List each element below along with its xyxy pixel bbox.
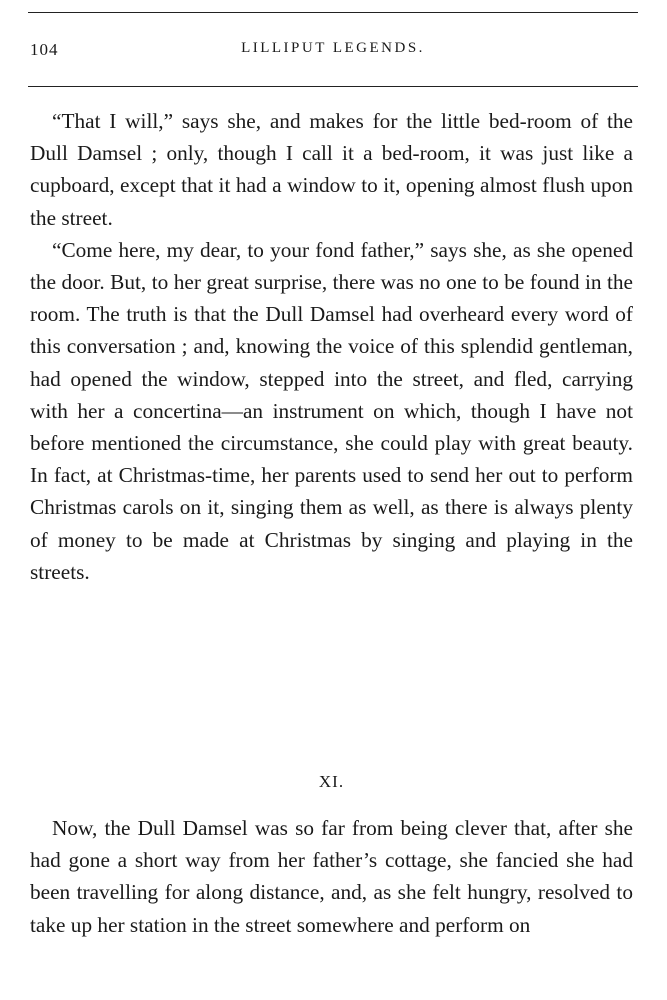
running-title: LILLIPUT LEGENDS. [241,40,425,56]
paragraph: Now, the Dull Damsel was so far from being clever that, after she had gone a short way from her father’s cottage, she fancied she had been travelling for along distance, and, as she felt hungry, resolved to take up her station in the street somewhere and perform on [30,816,633,937]
page-header [30,40,636,70]
paragraph: “That I will,” says she, and makes for the little bed-room of the Dull Damsel ; only, though I call it a bed-room, it was just like a cupboard, except that it had a window to it, opening almost flush upon the street. [30,109,633,230]
header-rule [28,86,638,87]
chapter-body-text [30,812,633,941]
top-rule [28,12,638,13]
page-number: 104 [30,40,59,59]
chapter-heading: XI. [318,772,345,791]
body-text [30,105,633,588]
paragraph: “Come here, my dear, to your fond father,” says she, as she opened the door. But, to her great surprise, there was no one to be found in the room. The truth is that the Dull Damsel had overheard every word of this conversation ; and, knowing the voice of this splendid gentleman, had opened the window, stepped into the street, and fled, carrying with her a concertina—an instrument on which, though I have not before mentioned the circumstance, she could play with great beauty. In fact, at Christmas-time, her parents used to send her out to perform Christmas carols on it, singing them as well, as there is always plenty of money to be made at Christmas by singing and playing in the streets. [30,237,633,584]
